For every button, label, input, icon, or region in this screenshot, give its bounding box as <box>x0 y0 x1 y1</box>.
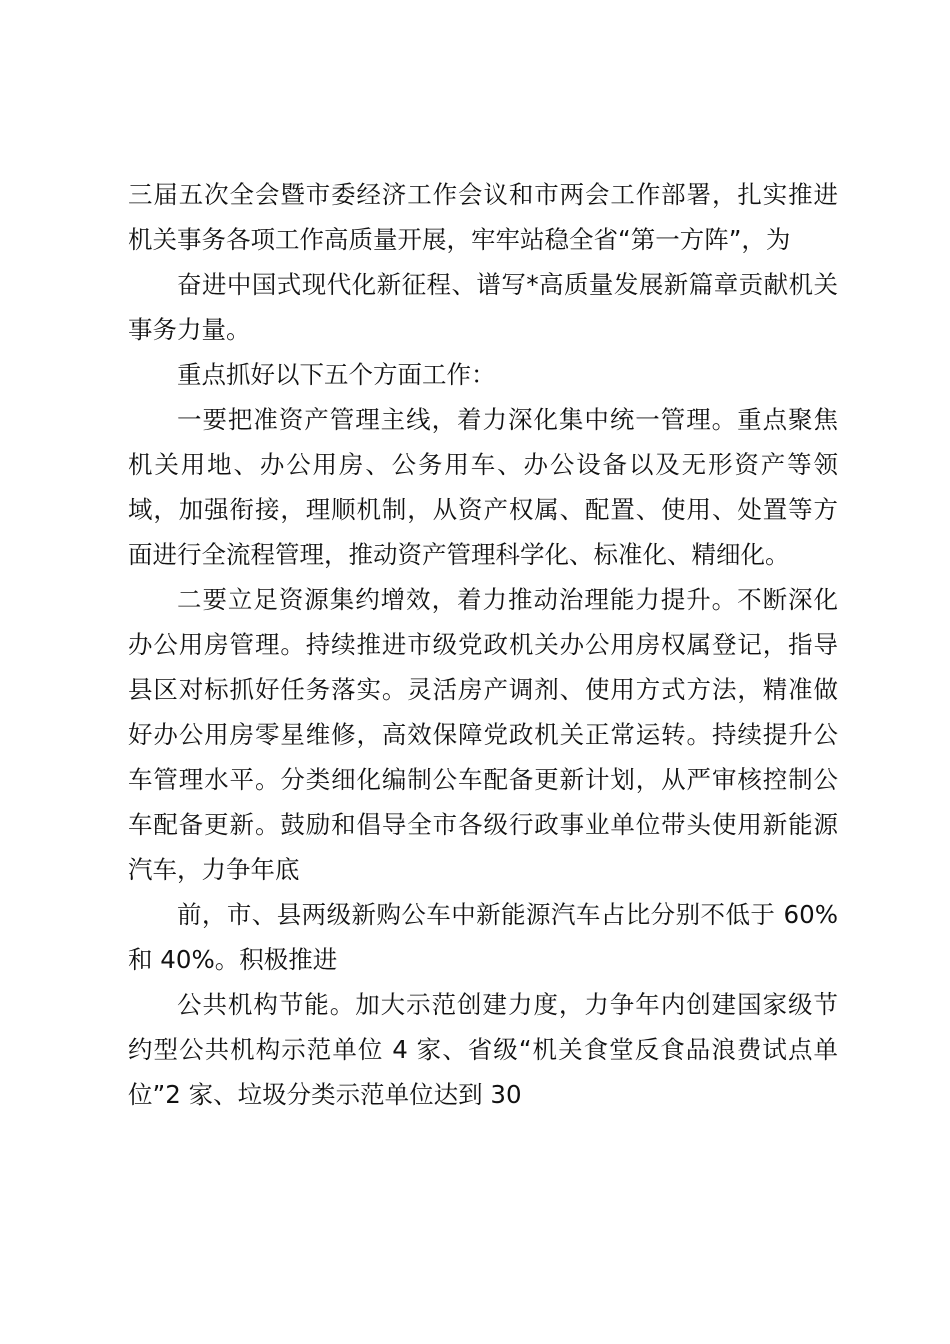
document-body <box>128 172 838 1117</box>
text-line: 面进行全流程管理，推动资产管理科学化、标准化、精细化。 <box>128 540 790 569</box>
text-line: 办公用房管理。持续推进市级党政机关办公用房权属登记，指导 <box>128 630 838 659</box>
text-line: 车配备更新。鼓励和倡导全市各级行政事业单位带头使用新能源 <box>128 810 838 839</box>
text-line: 县区对标抓好任务落实。灵活房产调剂、使用方式方法，精准做 <box>128 675 838 704</box>
text-line: 重点抓好以下五个方面工作： <box>177 360 496 389</box>
text-line: 二要立足资源集约增效，着力推动治理能力提升。不断深化 <box>177 585 838 614</box>
text-line: 机关事务各项工作高质量开展，牢牢站稳全省“第一方阵”，为 <box>128 225 791 254</box>
text-line: 好办公用房零星维修，高效保障党政机关正常运转。持续提升公 <box>128 720 838 749</box>
text-line: 一要把准资产管理主线，着力深化集中统一管理。重点聚焦 <box>177 405 838 434</box>
text-line: 事务力量。 <box>128 315 251 344</box>
text-line: 位”2 家、垃圾分类示范单位达到 30 <box>128 1080 522 1109</box>
text-line: 公共机构节能。加大示范创建力度，力争年内创建国家级节 <box>177 990 838 1019</box>
text-line: 前，市、县两级新购公车中新能源汽车占比分别不低于 60% <box>177 900 838 929</box>
text-line: 机关用地、办公用房、公务用车、办公设备以及无形资产等领 <box>128 450 838 479</box>
text-line: 域，加强衔接，理顺机制，从资产权属、配置、使用、处置等方 <box>128 495 838 524</box>
text-line: 车管理水平。分类细化编制公车配备更新计划，从严审核控制公 <box>128 765 838 794</box>
text-line: 三届五次全会暨市委经济工作会议和市两会工作部署，扎实推进 <box>128 180 838 209</box>
text-line: 和 40%。积极推进 <box>128 945 338 974</box>
text-line: 奋进中国式现代化新征程、谱写*高质量发展新篇章贡献机关 <box>177 270 838 299</box>
text-line: 约型公共机构示范单位 4 家、省级“机关食堂反食品浪费试点单 <box>128 1035 838 1064</box>
text-line: 汽车，力争年底 <box>128 855 300 884</box>
